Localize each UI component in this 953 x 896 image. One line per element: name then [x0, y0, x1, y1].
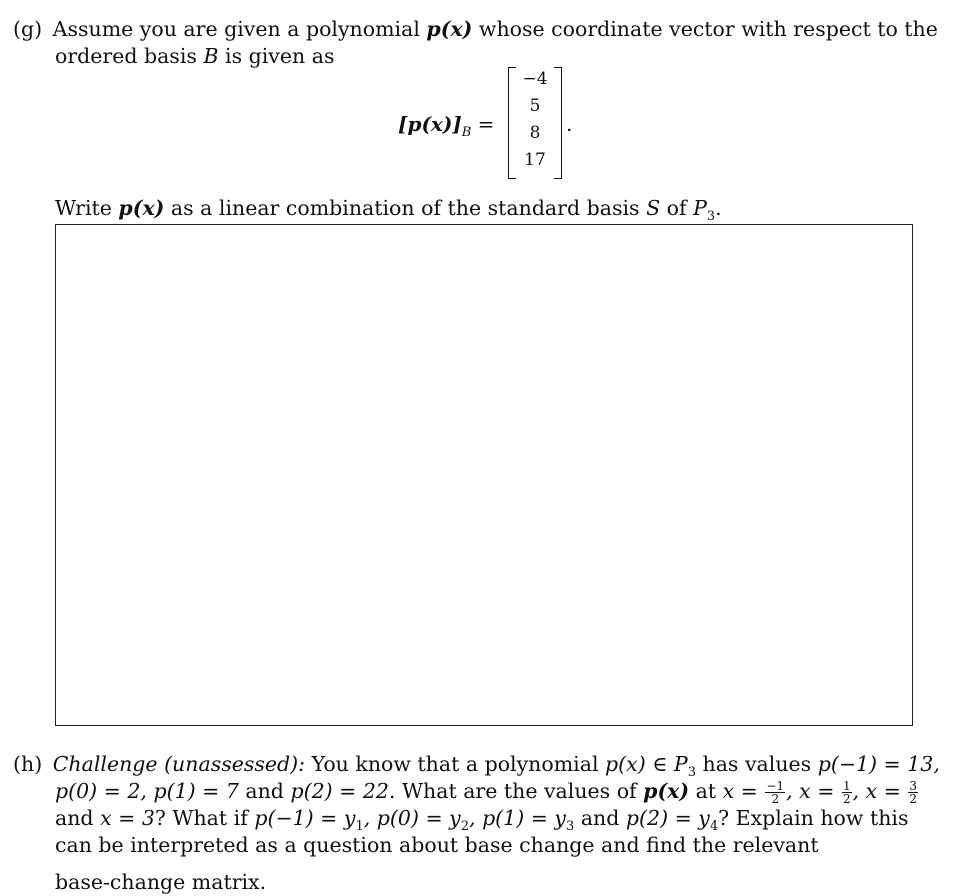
part-h-math: , x =: [852, 779, 901, 803]
part-h-math: x = 3: [100, 806, 155, 830]
space-symbol: P: [693, 196, 707, 220]
part-h-text: You know that a polynomial: [305, 752, 606, 776]
space-sub: 3: [706, 209, 716, 225]
frac-num: 3: [909, 779, 918, 793]
subscript: 3: [566, 819, 575, 835]
part-h-math: , p(1) = y: [469, 806, 567, 830]
polynomial-symbol: p(x): [118, 196, 165, 220]
coordinate-vector: [508, 67, 562, 179]
part-h-math: p(2) = 22: [290, 779, 389, 803]
part-h-math: p(−1) = 13,: [817, 752, 940, 776]
vector-period: .: [566, 112, 573, 136]
part-g-text: whose coordinate vector with respect to the: [472, 17, 938, 41]
part-h-text: ? What if: [154, 806, 255, 830]
basis-b-symbol: B: [203, 44, 219, 68]
fraction-half: [842, 780, 852, 805]
space-symbol: P: [673, 752, 688, 776]
vector-entry: 17: [524, 150, 546, 170]
part-h-math: p(0) = 2, p(1) = 7: [55, 779, 239, 803]
subscript: 1: [355, 819, 364, 835]
part-g-text: Assume you are given a polynomial: [52, 17, 427, 41]
part-g-text: as a linear combination of the standard basis: [164, 196, 647, 220]
subscript: 4: [709, 819, 719, 835]
frac-den: 2: [909, 792, 918, 806]
part-h-math: , p(0) = y: [363, 806, 461, 830]
part-h-line-4: can be interpreted as a question about base change and find the relevant: [55, 833, 819, 857]
fraction-minus-half: [765, 780, 785, 805]
frac-num: 1: [842, 779, 851, 793]
part-h-math: p(2) = y: [625, 806, 710, 830]
part-h-text: has values: [695, 752, 818, 776]
fraction-three-halves: [908, 780, 918, 805]
part-h-math: , x =: [786, 779, 835, 803]
part-h-line-2: [55, 778, 919, 805]
vector-entry: 8: [529, 123, 541, 143]
part-h-text: at: [689, 779, 723, 803]
part-h-label: (h): [13, 752, 43, 776]
part-g-text: of: [660, 196, 694, 220]
vector-entry: 5: [529, 96, 541, 116]
part-g-text: is given as: [218, 44, 335, 68]
answer-box[interactable]: [55, 224, 913, 726]
equals-sign: =: [471, 112, 495, 136]
part-g-label: (g): [13, 17, 43, 41]
part-h-text: ? Explain how this: [718, 806, 909, 830]
frac-num: −1: [766, 779, 785, 793]
part-h-text: . What are the values of: [388, 779, 644, 803]
challenge-label: Challenge (unassessed):: [52, 752, 306, 776]
part-g-text: Write: [55, 196, 119, 220]
frac-den: 2: [771, 792, 780, 806]
coord-sub: B: [461, 125, 472, 140]
part-g-text: .: [715, 196, 722, 220]
part-g-line-2: [55, 43, 334, 70]
part-h-math: x =: [722, 779, 758, 803]
coordinate-equation-lhs: [398, 112, 494, 140]
polynomial-symbol: p(x): [426, 17, 473, 41]
frac-den: 2: [842, 792, 851, 806]
subscript: 2: [460, 819, 470, 835]
coord-lhs: [p(x)]: [398, 112, 462, 136]
part-h-math: p(−1) = y: [254, 806, 356, 830]
part-h-math: p(x) ∈: [605, 752, 674, 776]
basis-s-symbol: S: [646, 196, 661, 220]
part-h-line-5: base-change matrix.: [55, 870, 267, 894]
part-h-text: and: [55, 806, 101, 830]
part-h-text: and: [574, 806, 626, 830]
part-h-text: and: [238, 779, 291, 803]
part-g-line-1: [13, 16, 938, 43]
space-sub: 3: [687, 765, 696, 781]
vector-entry: −4: [522, 69, 548, 89]
part-g-text: ordered basis: [55, 44, 204, 68]
polynomial-symbol: p(x): [643, 779, 690, 803]
